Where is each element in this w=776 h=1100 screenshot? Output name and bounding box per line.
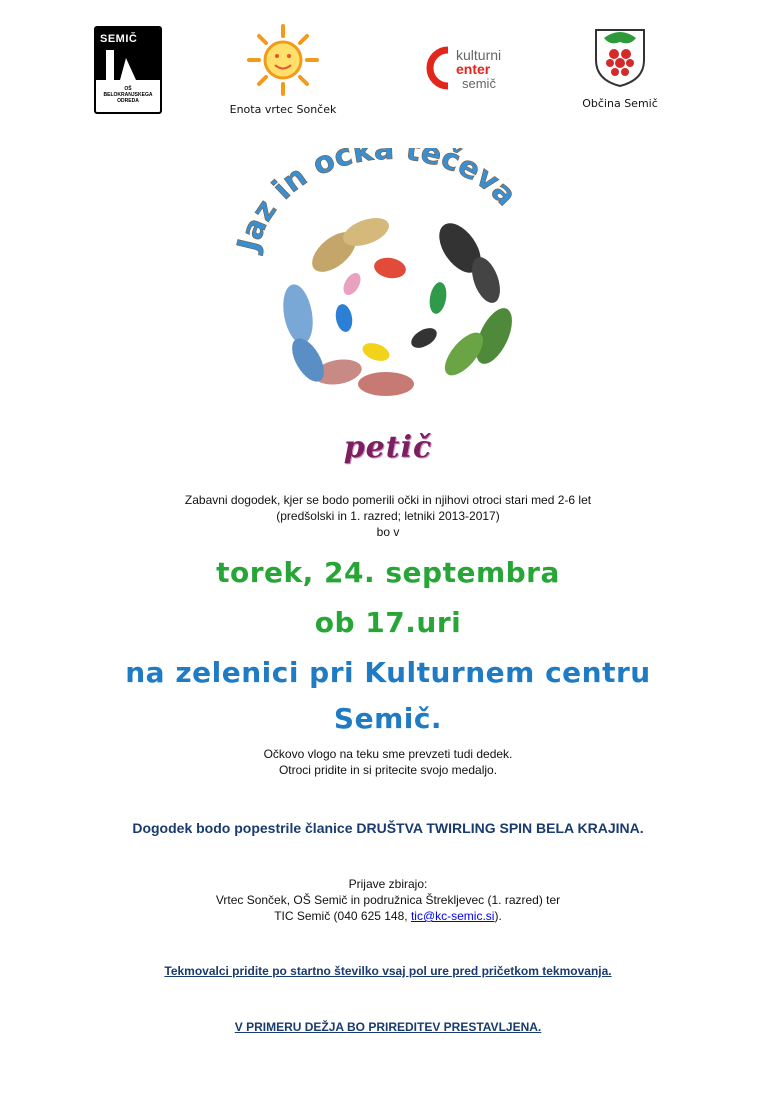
- event-time: ob 17.uri: [314, 606, 462, 639]
- note-text: [0, 746, 776, 778]
- note-line-2: Otroci pridite in si pritecite svojo medaljo.: [278, 763, 498, 777]
- registration-suffix: ).: [494, 909, 502, 923]
- event-name: petič: [343, 430, 433, 465]
- twirling-announcement: Dogodek bodo popestrile članice DRUŠTVA TWIRLING SPIN BELA KRAJINA.: [132, 820, 644, 836]
- kindergarten-logo: [218, 22, 348, 116]
- kc-line3: semič: [462, 76, 496, 91]
- municipality-crest-icon: [590, 26, 650, 88]
- email-link[interactable]: tic@kc-semic.si: [410, 909, 495, 923]
- culture-center-logo: [426, 44, 536, 94]
- municipality-logo: [572, 26, 668, 110]
- event-place-town: Semič.: [333, 702, 443, 735]
- kc-line1: kulturni: [456, 47, 502, 63]
- kindergarten-caption: Enota vrtec Sonček: [229, 103, 337, 116]
- school-logo-subtitle: OŠ BELOKRANJSKEGA ODREDA: [103, 86, 153, 104]
- event-date: torek, 24. septembra: [216, 556, 560, 589]
- registration-line-3: [0, 908, 776, 924]
- registration-line-2: Vrtec Sonček, OŠ Semič in podružnica Štrekljevec (1. razred) ter: [215, 893, 561, 907]
- kc-line2: enter: [456, 61, 491, 77]
- school-logo-name: SEMIČ: [100, 33, 138, 45]
- note-line-1: Očkovo vlogo na teku sme prevzeti tudi dedek.: [263, 747, 513, 761]
- municipality-caption: Občina Semič: [582, 97, 658, 110]
- event-place: na zelenici pri Kulturnem centru: [125, 656, 651, 689]
- footprints-illustration: [226, 148, 550, 418]
- school-logo: [94, 26, 162, 114]
- registration-info: [0, 876, 776, 924]
- title-artwork: [226, 148, 550, 418]
- intro-text: [0, 492, 776, 540]
- intro-line-1: Zabavni dogodek, kjer se bodo pomerili očki in njihovi otroci stari med 2-6 let: [184, 493, 592, 507]
- title-art-text: Jaz in očka tečeva: [230, 148, 524, 255]
- intro-line-2: (predšolski in 1. razred; letniki 2013-2017): [276, 509, 500, 523]
- registration-line-1: Prijave zbirajo:: [348, 877, 428, 891]
- rain-notice: V PRIMERU DEŽJA BO PRIREDITEV PRESTAVLJENA.: [234, 1020, 542, 1034]
- logo-row: [0, 22, 776, 122]
- registration-prefix: TIC Semič (040 625 148,: [274, 909, 411, 923]
- start-number-notice: Tekmovalci pridite po startno številko vsaj pol ure pred pričetkom tekmovanja.: [164, 964, 612, 978]
- intro-line-3: bo v: [376, 525, 400, 539]
- sun-icon: [243, 22, 323, 98]
- culture-center-emblem-icon: [426, 44, 536, 94]
- footprint-shapes: [279, 213, 519, 396]
